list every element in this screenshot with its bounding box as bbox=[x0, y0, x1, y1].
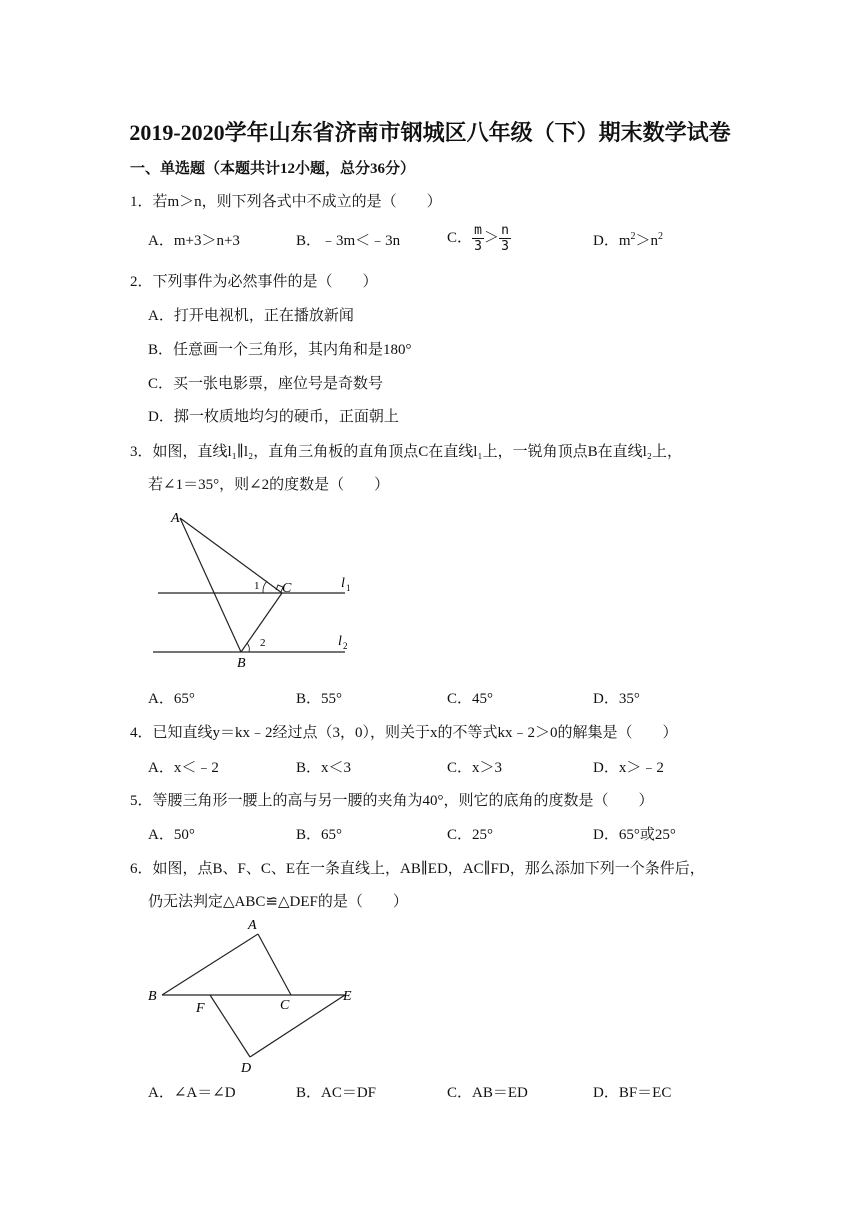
section-heading: 一、单选题（本题共计12小题，总分36分） bbox=[130, 161, 416, 177]
line-l2-label: l bbox=[338, 634, 342, 649]
q3-figure-parallel-lines-triangle bbox=[145, 505, 370, 670]
label-b: B bbox=[237, 656, 246, 670]
question-4-stem: 4．已知直线y＝kx﹣2经过点（3，0），则关于x的不等式kx﹣2＞0的解集是（ ） bbox=[130, 725, 678, 741]
q1-option-d: D．$m^2>n^2$ bbox=[593, 231, 664, 249]
label-a: A bbox=[171, 511, 180, 526]
q1-option-a: A．m+3＞n+3 bbox=[148, 233, 240, 249]
q6-option-b: B．AC＝DF bbox=[296, 1085, 377, 1101]
q4-option-a: A．x＜﹣2 bbox=[148, 760, 219, 776]
q4-option-d: D．x＞﹣2 bbox=[593, 760, 664, 776]
q3-option-c: C．45° bbox=[447, 691, 494, 707]
q4-option-c: C．x＞3 bbox=[447, 760, 503, 776]
q6-figure-triangles bbox=[140, 912, 365, 1077]
q5-option-a: A．50° bbox=[148, 827, 195, 843]
line-l1-label: l bbox=[341, 576, 345, 591]
label-f: F bbox=[196, 1001, 205, 1016]
q6-option-d: D．BF＝EC bbox=[593, 1085, 672, 1101]
svg-text:2: 2 bbox=[343, 641, 348, 651]
q6-option-c: C．AB＝ED bbox=[447, 1085, 528, 1101]
q2-option-d: D．掷一枚质地均匀的硬币，正面朝上 bbox=[148, 409, 399, 425]
label-d: D bbox=[241, 1061, 252, 1076]
fraction-m-over-3: $\frac{m}{3}$ bbox=[472, 224, 484, 253]
q2-option-a: A．打开电视机，正在播放新闻 bbox=[148, 308, 354, 324]
q2-option-b: B．任意画一个三角形，其内角和是180° bbox=[148, 342, 412, 358]
label-c: C bbox=[280, 998, 290, 1013]
q5-option-d: D．65°或25° bbox=[593, 827, 676, 843]
q1-option-c-label: C． bbox=[447, 229, 473, 246]
question-6-stem-line1: 6．如图，点B、F、C、E在一条直线上，AB∥ED，AC∥FD，那么添加下列一个条件后， bbox=[130, 861, 705, 877]
question-3-stem-line1: 3．如图，直线l₁∥l₂，直角三角板的直角顶点C在直线l₁上，一锐角顶点B在直线l₂上， bbox=[130, 444, 683, 460]
q5-option-c: C．25° bbox=[447, 827, 494, 843]
page-title: 2019-2020学年山东省济南市钢城区八年级（下）期末数学试卷 bbox=[129, 120, 731, 145]
angle-1-label: 1 bbox=[254, 580, 260, 592]
q6-option-a: A．∠A＝∠D bbox=[148, 1085, 236, 1101]
angle-2-label: 2 bbox=[260, 637, 266, 649]
label-a: A bbox=[248, 918, 257, 933]
label-c: C bbox=[282, 581, 292, 596]
q2-option-c: C．买一张电影票，座位号是奇数号 bbox=[148, 376, 384, 392]
q3-option-a: A．65° bbox=[148, 691, 195, 707]
q3-option-b: B．55° bbox=[296, 691, 343, 707]
fraction-n-over-3: $\frac{n}{3}$ bbox=[499, 224, 511, 253]
question-5-stem: 5．等腰三角形一腰上的高与另一腰的夹角为40°，则它的底角的度数是（ ） bbox=[130, 793, 654, 809]
label-b: B bbox=[148, 989, 157, 1004]
q3-option-d: D．35° bbox=[593, 691, 640, 707]
svg-text:1: 1 bbox=[346, 583, 351, 593]
question-6-stem-line2: 仍无法判定△ABC≌△DEF的是（ ） bbox=[148, 894, 408, 910]
question-2-stem: 2．下列事件为必然事件的是（ ） bbox=[130, 274, 378, 290]
q1-option-b: B．﹣3m＜﹣3n bbox=[296, 233, 401, 249]
label-e: E bbox=[343, 989, 352, 1004]
q4-option-b: B．x＜3 bbox=[296, 760, 352, 776]
question-1-stem: 1．若m＞n，则下列各式中不成立的是（ ） bbox=[130, 194, 442, 210]
greater-than-sign: ＞ bbox=[484, 229, 500, 246]
q5-option-b: B．65° bbox=[296, 827, 343, 843]
q1-option-c bbox=[447, 224, 511, 253]
question-3-stem-line2: 若∠1＝35°，则∠2的度数是（ ） bbox=[148, 477, 390, 493]
